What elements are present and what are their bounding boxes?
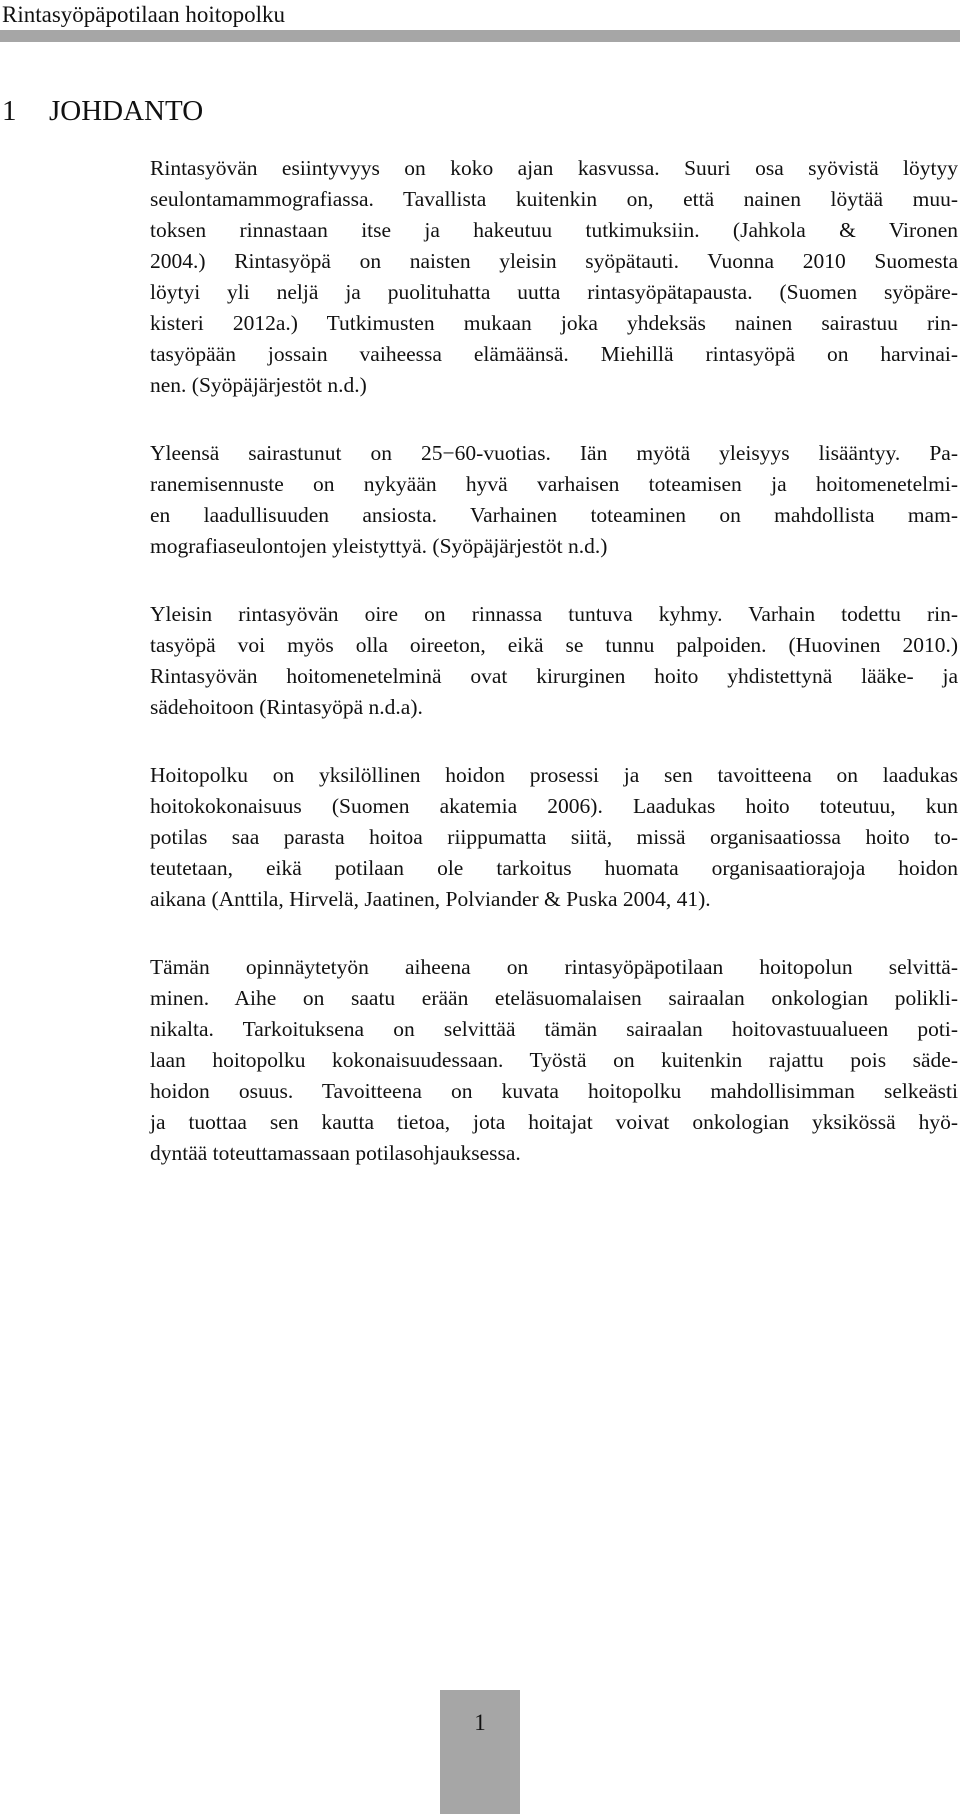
text-line: nen. (Syöpäjärjestöt n.d.)	[150, 373, 367, 397]
paragraph-care-path	[150, 760, 958, 915]
text-line: dyntää toteuttamassaan potilasohjauksessa.	[150, 1141, 521, 1165]
text-line: tasyöpä voi myös olla oireeton, eikä se tunnu palpoiden. (Huovinen 2010.)	[150, 633, 958, 657]
text-line: seulontamammografiassa. Tavallista kuitenkin on, että nainen löytää muu-	[150, 187, 958, 211]
page-number-box	[440, 1690, 520, 1814]
text-line: en laadullisuuden ansiosta. Varhainen toteaminen on mahdollista mam-	[150, 503, 958, 527]
running-header: Rintasyöpäpotilaan hoitopolku	[2, 2, 285, 27]
body-text	[150, 153, 958, 1206]
text-line: mografiaseulontojen yleistyttyä. (Syöpäjärjestöt n.d.)	[150, 534, 608, 558]
paragraph-age	[150, 438, 958, 562]
paragraph-intro	[150, 153, 958, 401]
text-line: potilas saa parasta hoitoa riippumatta siitä, missä organisaatiossa hoito to-	[150, 825, 958, 849]
text-line: aikana (Anttila, Hirvelä, Jaatinen, Polviander & Puska 2004, 41).	[150, 887, 711, 911]
text-line: teutetaan, eikä potilaan ole tarkoitus huomata organisaatiorajoja hoidon	[150, 856, 958, 880]
page-number: 1	[474, 1710, 486, 1735]
paragraph-thesis-aim	[150, 952, 958, 1169]
text-line: laan hoitopolku kokonaisuudessaan. Työstä on kuitenkin rajattu pois säde-	[150, 1048, 958, 1072]
chapter-number: 1	[2, 95, 17, 127]
text-line: hoitokokonaisuus (Suomen akatemia 2006). Laadukas hoito toteutuu, kun	[150, 794, 958, 818]
chapter-title: JOHDANTO	[49, 95, 204, 127]
header-rule	[0, 30, 960, 42]
text-line: Yleisin rintasyövän oire on rinnassa tuntuva kyhmy. Varhain todettu rin-	[150, 602, 958, 626]
text-line: hoidon osuus. Tavoitteena on kuvata hoitopolku mahdollisimman selkeästi	[150, 1079, 958, 1103]
text-line: ja tuottaa sen kautta tietoa, jota hoitajat voivat onkologian yksikössä hyö-	[150, 1110, 958, 1134]
text-line: Rintasyövän esiintyvyys on koko ajan kasvussa. Suuri osa syövistä löytyy	[150, 156, 958, 180]
text-line: ranemisennuste on nykyään hyvä varhaisen toteamisen ja hoitomenetelmi-	[150, 472, 958, 496]
text-line: 2004.) Rintasyöpä on naisten yleisin syöpätauti. Vuonna 2010 Suomesta	[150, 249, 958, 273]
text-line: nikalta. Tarkoituksena on selvittää tämän sairaalan hoitovastuualueen poti-	[150, 1017, 958, 1041]
text-line: Hoitopolku on yksilöllinen hoidon prosessi ja sen tavoitteena on laadukas	[150, 763, 958, 787]
text-line: Yleensä sairastunut on 25−60-vuotias. Iän myötä yleisyys lisääntyy. Pa-	[150, 441, 958, 465]
text-line: minen. Aihe on saatu erään eteläsuomalaisen sairaalan onkologian polikli-	[150, 986, 958, 1010]
text-line: tasyöpään jossain vaiheessa elämäänsä. Miehillä rintasyöpä on harvinai-	[150, 342, 958, 366]
chapter-heading	[2, 93, 203, 129]
text-line: kisteri 2012a.) Tutkimusten mukaan joka yhdeksäs nainen sairastuu rin-	[150, 311, 958, 335]
paragraph-symptoms	[150, 599, 958, 723]
text-line: sädehoitoon (Rintasyöpä n.d.a).	[150, 695, 423, 719]
text-line: löytyi yli neljä ja puolituhatta uutta rintasyöpätapausta. (Suomen syöpäre-	[150, 280, 958, 304]
text-line: Rintasyövän hoitomenetelminä ovat kirurginen hoito yhdistettynä lääke- ja	[150, 664, 958, 688]
text-line: Tämän opinnäytetyön aiheena on rintasyöpäpotilaan hoitopolun selvittä-	[150, 955, 958, 979]
text-line: toksen rinnastaan itse ja hakeutuu tutkimuksiin. (Jahkola & Vironen	[150, 218, 958, 242]
